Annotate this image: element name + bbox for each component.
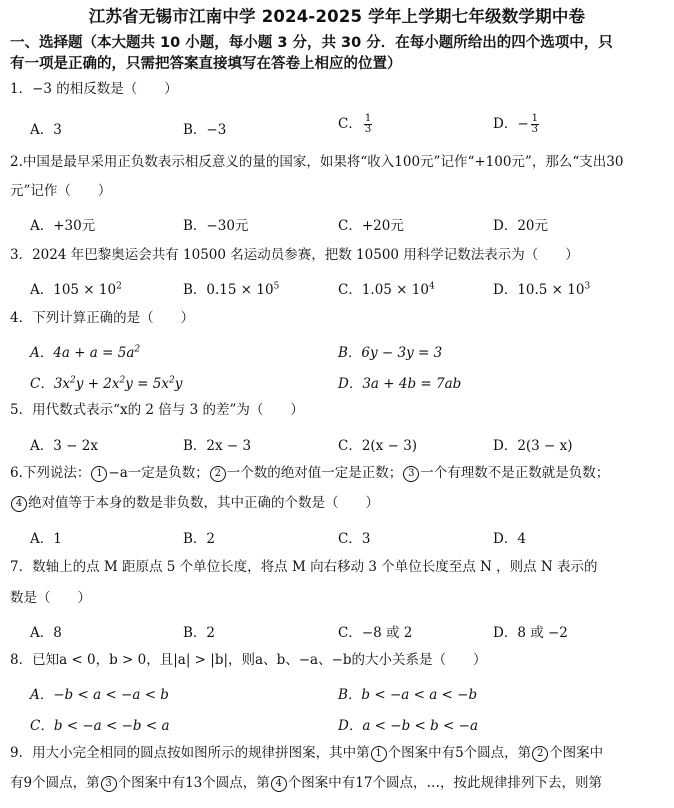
question-6-line1: 6.下列说法： 1 −a一定是负数； 2 一个数的绝对值一定是正数； 3 一个有理数不是正数就是负数；: [10, 465, 610, 481]
question-8-stem: 8．已知a < 0，b > 0，且|a| > |b|，则a、b、−a、−b的大小关系是（ ）: [10, 652, 487, 668]
circled-number: 3: [403, 466, 419, 482]
question-5-stem: 5．用代数式表示“x的 2 倍与 3 的差”为（ ）: [10, 402, 304, 418]
question-8-option-b: B．b < −a < a < −b: [338, 687, 478, 703]
section-heading: [10, 33, 666, 75]
question-5-option-a: A．3 − 2x: [30, 438, 98, 454]
question-9-line2: 有9个圆点，第 3 个图案中有13个圆点，第 4 个图案中有17个圆点，…，按此规律排列下去，则第: [10, 775, 602, 791]
question-7-option-a: A．8: [30, 625, 62, 641]
question-2-option-b: B．−30元: [183, 218, 249, 234]
section-heading-line1: 一、选择题（本大题共 10 小题，每小题 3 分，共 30 分．在每小题所给出的四个选项中，只: [10, 35, 613, 51]
question-3-option-a: A．$105 \times 10^2$: [30, 281, 122, 298]
question-4-option-d: D．3a + 4b = 7ab: [338, 376, 462, 392]
question-1-stem: 1．−3 的相反数是（ ）: [10, 81, 178, 97]
question-8-option-c: C．b < −a < −b < a: [30, 718, 170, 734]
question-7-option-d: D．8 或 −2: [493, 625, 568, 641]
question-7-option-c: C．−8 或 2: [338, 625, 413, 641]
question-8-option-d: D．a < −b < b < −a: [338, 718, 479, 734]
circled-number: 1: [371, 746, 387, 762]
section-heading-line2: 有一项是正确的，只需把答案直接填写在答卷上相应的位置）: [10, 56, 402, 72]
question-4-option-a: A．$4a + a = 5a^2$: [30, 344, 141, 361]
question-1-option-a: A．3: [30, 122, 62, 138]
circled-number: 1: [91, 466, 107, 482]
question-1-option-b: B．−3: [183, 122, 227, 138]
question-5-option-b: B．2x − 3: [183, 438, 252, 454]
question-2-line1: 2.中国是最早采用正负数表示相反意义的量的国家，如果将“收入100元”记作“+100元”，那么“支出30: [10, 154, 624, 170]
question-3-option-b: B．$0.15 \times 10^5$: [183, 281, 280, 298]
question-6-option-c: C．3: [338, 531, 371, 547]
circled-number: 2: [210, 466, 226, 482]
question-6-option-d: D．4: [493, 531, 526, 547]
question-2-option-d: D．20元: [493, 218, 549, 234]
fraction: $\frac{1}{3}$: [531, 113, 539, 135]
question-5-option-d: D．2(3 − x): [493, 438, 573, 454]
question-7-line2: 数是（ ）: [10, 590, 91, 606]
circled-number: 4: [11, 496, 27, 512]
question-3-option-d: D．$10.5 \times 10^3$: [493, 281, 591, 298]
question-3-stem: 3．2024 年巴黎奥运会共有 10500 名运动员参赛，把数 10500 用科学记数法表示为（ ）: [10, 247, 579, 263]
question-4-option-b: B．6y − 3y = 3: [338, 345, 443, 361]
fraction: $\frac{1}{3}$: [364, 113, 372, 135]
question-2-option-c: C．+20元: [338, 218, 404, 234]
page-title: 江苏省无锡市江南中学 2024-2025 学年上学期七年级数学期中卷: [88, 7, 586, 26]
question-2-line2: 元”记作（ ）: [10, 183, 112, 199]
question-8-option-a: A．−b < a < −a < b: [30, 687, 169, 703]
question-1-option-c: C． $\frac{1}{3}$: [338, 113, 372, 135]
circled-number: 4: [271, 776, 287, 792]
circled-number: 2: [532, 746, 548, 762]
question-2-option-a: A．+30元: [30, 218, 96, 234]
question-1-option-d: D．− $\frac{1}{3}$: [493, 113, 539, 135]
question-7-option-b: B．2: [183, 625, 216, 641]
question-4-stem: 4．下列计算正确的是（ ）: [10, 310, 195, 326]
question-4-option-c: C．$3x^2y + 2x^2y = 5x^2y$: [30, 375, 183, 392]
question-7-line1: 7．数轴上的点 M 距原点 5 个单位长度，将点 M 向右移动 3 个单位长度至点 N ，则点 N 表示的: [10, 559, 598, 575]
question-3-option-c: C．$1.05 \times 10^4$: [338, 281, 435, 298]
question-5-option-c: C．2(x − 3): [338, 438, 418, 454]
question-9-line1: 9．用大小完全相同的圆点按如图所示的规律拼图案，其中第 1 个图案中有5个圆点，第 2 个图案中: [10, 745, 604, 761]
question-6-line2: 4 绝对值等于本身的数是非负数，其中正确的个数是（ ）: [10, 493, 666, 513]
question-6-option-b: B．2: [183, 531, 216, 547]
question-6-option-a: A．1: [30, 531, 62, 547]
circled-number: 3: [101, 776, 117, 792]
